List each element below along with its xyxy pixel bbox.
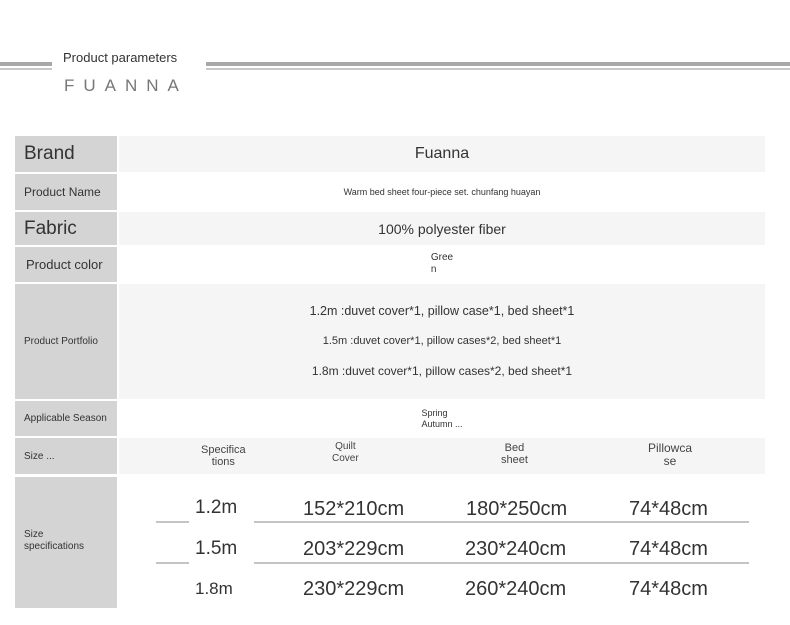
row-brand [15, 136, 765, 172]
product-color-line2: n [430, 264, 437, 275]
label-size: Size ... [15, 438, 117, 474]
row-product-name [15, 174, 765, 210]
row-product-color [15, 247, 765, 282]
label-size-specifications [15, 477, 117, 608]
label-product-portfolio: Product Portfolio [15, 284, 117, 399]
header-pillow-line2: se [663, 454, 677, 468]
value-product-name: Warm bed sheet four-piece set. chunfang huayan [343, 187, 541, 197]
label-product-color: Product color [15, 247, 117, 282]
spec-3-pillow: 74*48cm [629, 578, 708, 600]
header-specifications-line1: Specifica [201, 444, 246, 456]
label-product-name: Product Name [15, 174, 117, 210]
header-bed-sheet [501, 442, 528, 466]
row-size-header [15, 438, 765, 474]
spec-1-pillow: 74*48cm [629, 498, 708, 520]
size-spec-label-line1: Size [24, 529, 44, 540]
section-title: Product parameters [63, 50, 178, 65]
spec-1-size: 1.2m [195, 497, 238, 518]
row-applicable-season [15, 401, 765, 436]
spec-2-size: 1.5m [195, 538, 238, 559]
spec-3-sheet: 260*240cm [465, 578, 567, 600]
spec-divider-1 [254, 521, 749, 523]
row-product-portfolio [15, 284, 765, 399]
portfolio-line-2: 1.5m :duvet cover*1, pillow cases*2, bed sheet*1 [322, 335, 562, 347]
spec-2-sheet: 230*240cm [465, 538, 567, 560]
header-quilt-line2: Cover [332, 453, 359, 464]
value-product-portfolio [119, 284, 765, 399]
spec-divider-2-left [156, 562, 189, 564]
header-specifications [201, 444, 246, 468]
row-fabric [15, 212, 765, 245]
season-line2: Autumn ... [421, 419, 463, 429]
label-fabric: Fabric [15, 212, 117, 245]
header-quilt-line1: Quilt [335, 441, 356, 452]
size-spec-label-line2: specifications [24, 541, 85, 552]
spec-1-sheet: 180*250cm [466, 498, 568, 520]
spec-2-pillow: 74*48cm [629, 538, 708, 560]
brand-wordmark: FUANNA [64, 76, 188, 95]
header-rule-left-thin [0, 68, 52, 70]
label-brand: Brand [15, 136, 117, 172]
season-line1: Spring [421, 408, 448, 418]
label-applicable-season: Applicable Season [15, 401, 117, 436]
header-pillowcase [648, 442, 692, 468]
header-rule-right [206, 62, 790, 66]
value-applicable-season [119, 401, 765, 436]
spec-1-quilt: 152*210cm [303, 498, 405, 520]
spec-3-size: 1.8m [195, 579, 233, 598]
header-bed-line1: Bed [504, 442, 525, 454]
portfolio-line-1: 1.2m :duvet cover*1, pillow case*1, bed sheet*1 [309, 304, 575, 318]
spec-3-quilt: 230*229cm [303, 578, 405, 600]
header-quilt-cover [332, 441, 359, 465]
spec-divider-1-left [156, 521, 189, 523]
value-brand: Fuanna [119, 136, 765, 172]
spec-2-quilt: 203*229cm [303, 538, 405, 560]
header-bed-line2: sheet [501, 454, 528, 466]
product-color-line1: Gree [430, 252, 454, 263]
size-header-cells [119, 438, 765, 474]
portfolio-line-3: 1.8m :duvet cover*1, pillow cases*2, bed sheet*1 [311, 364, 573, 378]
header-specifications-line2: tions [211, 456, 235, 468]
header-rule-right-thin [206, 68, 790, 70]
header-rule-left [0, 62, 52, 66]
spec-divider-2 [254, 562, 749, 564]
header-pillow-line1: Pillowca [648, 441, 693, 455]
value-fabric: 100% polyester fiber [119, 212, 765, 245]
value-product-color [119, 247, 765, 282]
